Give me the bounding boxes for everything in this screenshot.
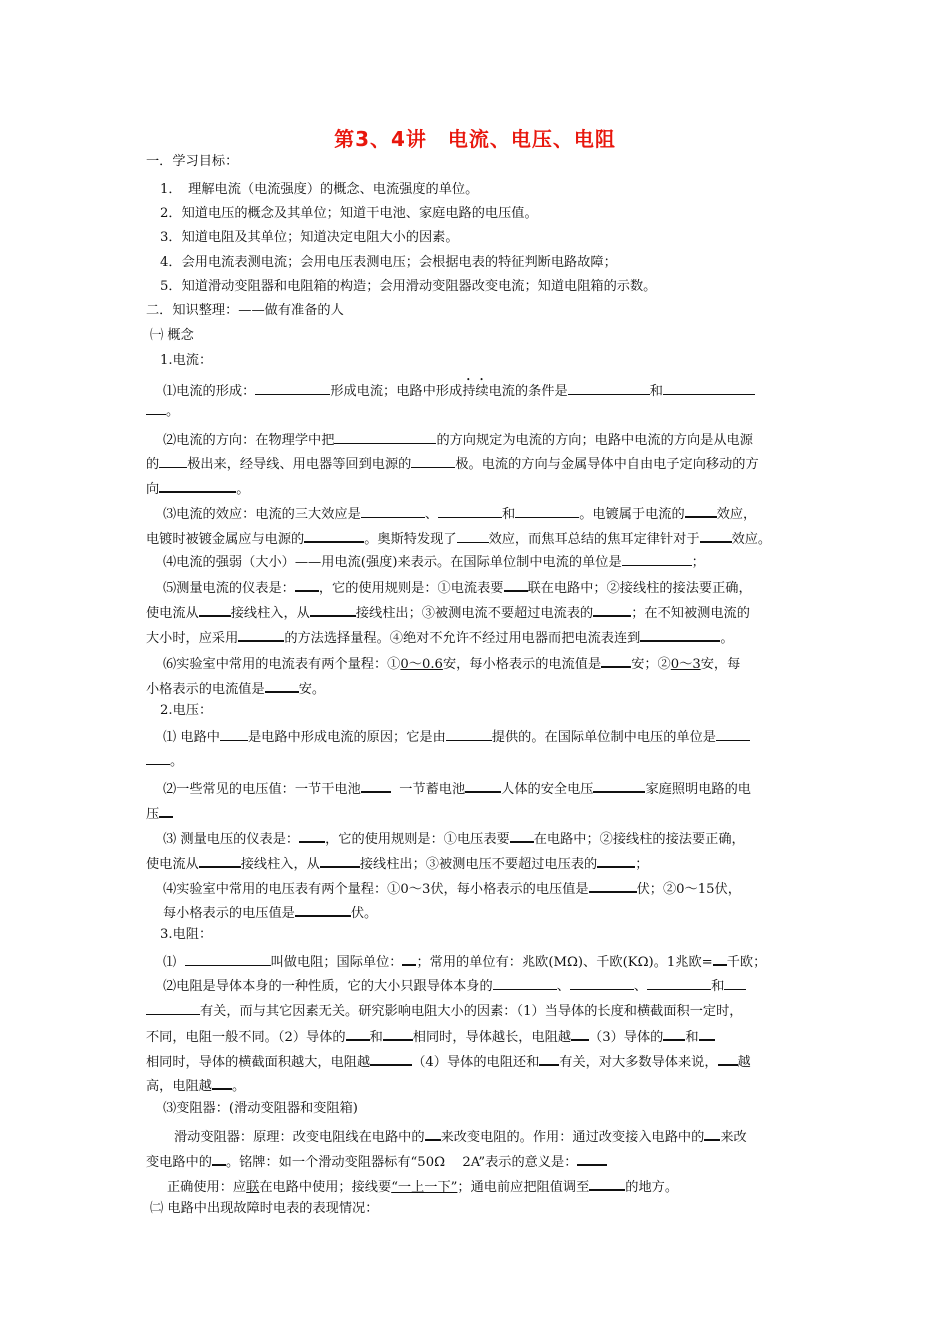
section-heading: 一．学习目标： — [146, 154, 239, 169]
paragraph-line: ⑷电流的强弱（大小）——用电流(强度)来表示。在国际单位制中电流的单位是 ； — [163, 551, 705, 572]
paragraph-line: ⑵一些常见的电压值：一节干电池 一节蓄电池 人体的安全电压 家庭照明电路的电 — [163, 777, 751, 799]
paragraph-line: ⑹实验室中常用的电流表有两个量程：①0～0.6安，每小格表示的电流值是 安；②0～3安，每 — [163, 652, 740, 674]
paragraph-line: 。 — [146, 400, 179, 421]
paragraph-line: 小格表示的电流值是 安。 — [146, 677, 325, 699]
paragraph-line: ⑴电流的形成： 形成电流；电路中形成持续电流的条件是 和 — [163, 376, 755, 401]
paragraph-line: 变电路中的 。铭牌：如一个滑动变阻器标有“50Ω 2A”表示的意义是： — [146, 1150, 607, 1172]
paragraph-line: 使电流从 接线柱入，从 接线柱出；③被测电流不要超过电流表的 ；在不知被测电流的 — [146, 601, 750, 623]
paragraph-line: 压 — [146, 802, 173, 824]
goal-item: 4．会用电流表测电流；会用电压表测电压；会根据电表的特征判断电路故障； — [160, 255, 617, 270]
paragraph-line: 向 。 — [146, 477, 249, 499]
goal-item: 1． 理解电流（电流强度）的概念、电流强度的单位。 — [160, 182, 479, 197]
paragraph-line: ⑶变阻器：(滑动变阻器和变阻箱) — [163, 1101, 358, 1116]
topic-heading: 3.电阻： — [160, 927, 213, 942]
paragraph-line: ⑵电流的方向：在物理学中把 的方向规定为电流的方向；电路中电流的方向是从电源 — [163, 429, 753, 450]
paragraph-line: 大小时，应采用 的方法选择量程。④绝对不允许不经过用电器而把电流表连到 。 — [146, 626, 734, 648]
paragraph-line: 不同，电阻一般不同。（2）导体的 和 相同时，导体越长，电阻越 （3）导体的 和 — [146, 1025, 715, 1047]
paragraph-line: ⑶ 测量电压的仪表是： ，它的使用规则是：①电压表要 在电路中；②接线柱的接法要正确， — [163, 827, 745, 849]
paragraph-line: 每小格表示的电压值是 伏。 — [163, 901, 377, 923]
paragraph-line: ⑸测量电流的仪表是： ，它的使用规则是：①电流表要 联在电路中；②接线柱的接法要正确， — [163, 576, 752, 598]
paragraph-line: ⑵电阻是导体本身的一种性质，它的大小只跟导体本身的 、 、 和 — [163, 975, 746, 996]
topic-heading: 2.电压： — [160, 703, 213, 718]
goal-item: 5．知道滑动变阻器和电阻箱的构造；会用滑动变阻器改变电流；知道电阻箱的示数。 — [160, 279, 657, 294]
section-heading: 二．知识整理：——做有准备的人 — [146, 303, 344, 318]
goal-item: 3．知道电阻及其单位；知道决定电阻大小的因素。 — [160, 230, 459, 245]
paragraph-line: ⑶电流的效应：电流的三大效应是 、 和 。电镀属于电流的 效应， — [163, 502, 756, 524]
paragraph-line: 滑动变阻器：原理：改变电阻线在电路中的 来改变电阻的。作用：通过改变接入电路中的 来改 — [174, 1125, 747, 1147]
paragraph-line: 相同时，导体的横截面积越大，电阻越 （4）导体的电阻还和 有关，对大多数导体来说， 越 — [146, 1050, 751, 1072]
paragraph-line: 。 — [146, 750, 183, 771]
subsection-heading: ㈠ 概念 — [150, 328, 194, 343]
paragraph-line: ⑴ 叫做电阻；国际单位： ；常用的单位有：兆欧(MΩ)、千欧(KΩ)。1兆欧= 千欧； — [163, 950, 766, 972]
paragraph-line: 使电流从 接线柱入，从 接线柱出；③被测电压不要超过电压表的 ； — [146, 852, 648, 874]
paragraph-line: ⑴ 电路中 是电路中形成电流的原因；它是由 提供的。在国际单位制中电压的单位是 — [163, 726, 750, 747]
page-title: 第3、4讲 电流、电压、电阻 — [334, 127, 616, 151]
topic-heading: 1.电流： — [160, 353, 213, 368]
paragraph-line: 的 极出来，经导线、用电器等回到电源的 极。电流的方向与金属导体中自由电子定向移动的方 — [146, 453, 759, 474]
subsection-heading: ㈡ 电路中出现故障时电表的表现情况： — [150, 1201, 379, 1216]
paragraph-line: 高，电阻越 。 — [146, 1074, 245, 1096]
paragraph-line: 正确使用：应联在电路中使用；接线要“一上一下”；通电前应把阻值调至 的地方。 — [167, 1175, 678, 1197]
goal-item: 2．知道电压的概念及其单位；知道干电池、家庭电路的电压值。 — [160, 206, 538, 221]
paragraph-line: ⑷实验室中常用的电压表有两个量程：①0～3伏，每小格表示的电压值是 伏；②0～15伏， — [163, 877, 741, 899]
paragraph-line: 有关，而与其它因素无关。研究影响电阻大小的因素：（1）当导体的长度和横截面积一定时， — [146, 1000, 742, 1021]
paragraph-line: 电镀时被镀金属应与电源的 。奥斯特发现了 效应，而焦耳总结的焦耳定律针对于 效应。 — [146, 527, 771, 549]
